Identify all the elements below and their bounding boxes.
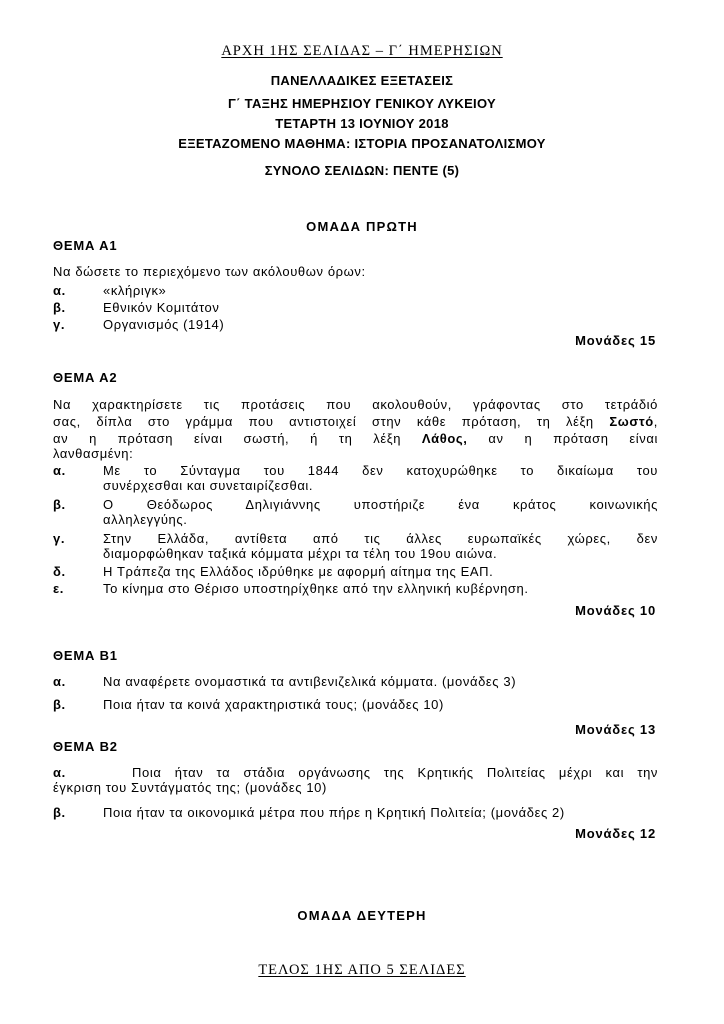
theme-a1-marks: Μονάδες 15 bbox=[575, 333, 656, 348]
intro-text: αν η πρόταση είναι bbox=[467, 431, 658, 446]
theme-a1-title: ΘΕΜΑ Α1 bbox=[53, 238, 118, 253]
item-label: γ. bbox=[53, 531, 66, 546]
item-text: Ο Θεόδωρος Δηλιγιάννης υποστήριζε ένα κράτος κοινωνικής bbox=[103, 497, 658, 512]
page-count: ΣΥΝΟΛΟ ΣΕΛΙΔΩΝ: ΠΕΝΤΕ (5) bbox=[264, 163, 460, 178]
exam-class: Γ΄ ΤΑΞΗΣ ΗΜΕΡΗΣΙΟΥ ΓΕΝΙΚΟΥ ΛΥΚΕΙΟΥ bbox=[228, 96, 496, 111]
item-text: «κλήριγκ» bbox=[103, 283, 167, 298]
theme-a1-item bbox=[53, 283, 658, 298]
item-text: Ποια ήταν τα κοινά χαρακτηριστικά τους; (μονάδες 10) bbox=[103, 697, 444, 712]
theme-b1-marks: Μονάδες 13 bbox=[575, 722, 656, 737]
item-text: Να αναφέρετε ονομαστικά τα αντιβενιζελικά κόμματα. (μονάδες 3) bbox=[103, 674, 517, 689]
item-text: Στην Ελλάδα, αντίθετα από τις άλλες ευρωπαϊκές χώρες, δεν bbox=[103, 531, 658, 546]
item-text bbox=[53, 765, 658, 780]
theme-b1-item bbox=[53, 697, 658, 712]
item-text: Οργανισμός (1914) bbox=[103, 317, 225, 332]
exam-subject: ΕΞΕΤΑΖΟΜΕΝΟ ΜΑΘΗΜΑ: ΙΣΤΟΡΙΑ ΠΡΟΣΑΝΑΤΟΛΙΣΜΟΥ bbox=[178, 136, 546, 151]
word-correct: Σωστό bbox=[609, 414, 654, 429]
theme-b2-item bbox=[53, 805, 658, 820]
item-label: α. bbox=[53, 463, 66, 478]
theme-b2-item bbox=[53, 765, 658, 795]
theme-a2-intro-line bbox=[53, 414, 658, 429]
theme-a1-item bbox=[53, 317, 658, 332]
word-wrong: Λάθος, bbox=[421, 431, 468, 446]
item-label: β. bbox=[53, 300, 66, 315]
item-text: Εθνικόν Κομιτάτον bbox=[103, 300, 220, 315]
theme-a2-intro-line bbox=[53, 431, 658, 446]
item-label: α. bbox=[53, 765, 66, 780]
item-label: β. bbox=[53, 497, 66, 512]
item-text-continued: έγκριση του Συντάγματός της; (μονάδες 10) bbox=[53, 780, 327, 795]
exam-date: ΤΕΤΑΡΤΗ 13 ΙΟΥΝΙΟΥ 2018 bbox=[275, 116, 449, 131]
item-label: α. bbox=[53, 674, 66, 689]
intro-text: σας, δίπλα στο γράμμα που αντιστοιχεί στην κάθε πρόταση, τη λέξη bbox=[53, 414, 610, 429]
theme-a2-intro-line: λανθασμένη: bbox=[53, 446, 134, 461]
item-label: γ. bbox=[53, 317, 66, 332]
item-label: α. bbox=[53, 283, 66, 298]
item-text: Ποια ήταν τα οικονομικά μέτρα που πήρε η Κρητική Πολιτεία; (μονάδες 2) bbox=[103, 805, 565, 820]
theme-a2-item bbox=[53, 497, 658, 527]
theme-a2-intro-line: Να χαρακτηρίσετε τις προτάσεις που ακολουθούν, γράφοντας στο τετράδιό bbox=[53, 397, 658, 412]
item-label: δ. bbox=[53, 564, 66, 579]
item-text-continued: αλληλεγγύης. bbox=[103, 512, 188, 527]
group-two-heading: ΟΜΑΔΑ ΔΕΥΤΕΡΗ bbox=[297, 908, 427, 923]
theme-a1-item bbox=[53, 300, 658, 315]
theme-b2-marks: Μονάδες 12 bbox=[575, 826, 656, 841]
exam-title: ΠΑΝΕΛΛΑΔΙΚΕΣ ΕΞΕΤΑΣΕΙΣ bbox=[270, 73, 454, 88]
item-text-line: Ποια ήταν τα στάδια οργάνωσης της Κρητικής Πολιτείας μέχρι και την bbox=[132, 765, 658, 780]
theme-a2-item bbox=[53, 564, 658, 579]
page-footer: ΤΕΛΟΣ 1ΗΣ ΑΠΟ 5 ΣΕΛΙΔΕΣ bbox=[258, 962, 466, 978]
item-text-continued: συνέρχεσθαι και συνεταιρίζεσθαι. bbox=[103, 478, 314, 493]
theme-a2-item bbox=[53, 581, 658, 596]
item-text: Με το Σύνταγμα του 1844 δεν κατοχυρώθηκε το δικαίωμα του bbox=[103, 463, 658, 478]
theme-a1-intro: Να δώσετε το περιεχόμενο των ακόλουθων όρων: bbox=[53, 264, 366, 279]
theme-b1-title: ΘΕΜΑ Β1 bbox=[53, 648, 118, 663]
item-label: β. bbox=[53, 697, 66, 712]
theme-a2-marks: Μονάδες 10 bbox=[575, 603, 656, 618]
item-text: Η Τράπεζα της Ελλάδος ιδρύθηκε με αφορμή αίτημα της ΕΑΠ. bbox=[103, 564, 494, 579]
item-label: ε. bbox=[53, 581, 64, 596]
intro-text: αν η πρόταση είναι σωστή, ή τη λέξη bbox=[53, 431, 422, 446]
page-top-line: ΑΡΧΗ 1ΗΣ ΣΕΛΙΔΑΣ – Γ΄ ΗΜΕΡΗΣΙΩΝ bbox=[221, 43, 503, 59]
theme-a2-title: ΘΕΜΑ Α2 bbox=[53, 370, 118, 385]
item-label: β. bbox=[53, 805, 66, 820]
item-text-continued: διαμορφώθηκαν ταξικά κόμματα μέχρι τα τέλη του 19ου αιώνα. bbox=[103, 546, 498, 561]
theme-a2-item bbox=[53, 531, 658, 561]
theme-a2-item bbox=[53, 463, 658, 493]
group-one-heading: ΟΜΑΔΑ ΠΡΩΤΗ bbox=[306, 219, 418, 234]
intro-text: , bbox=[653, 414, 658, 429]
theme-b1-item bbox=[53, 674, 658, 689]
theme-b2-title: ΘΕΜΑ Β2 bbox=[53, 739, 118, 754]
item-text: Το κίνημα στο Θέρισο υποστηρίχθηκε από την ελληνική κυβέρνηση. bbox=[103, 581, 529, 596]
